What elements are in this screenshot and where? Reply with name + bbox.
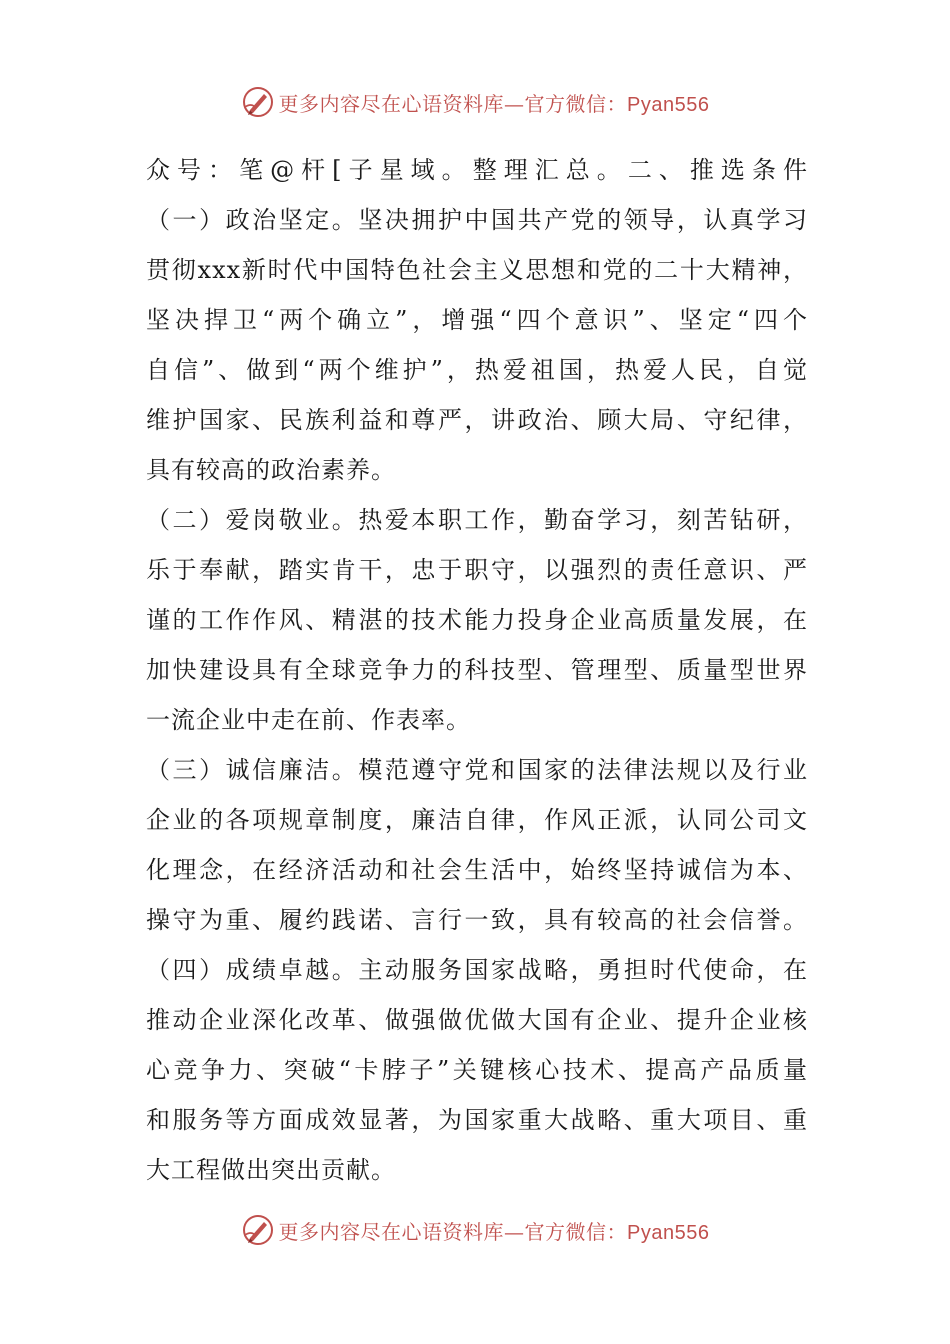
text-line: 一流企业中走在前、作表率。: [146, 706, 471, 734]
pen-logo-icon: [241, 1213, 275, 1247]
text-line: 谨的工作作风、精湛的技术能力投身企业高质量发展，在: [146, 606, 808, 634]
text-line: （四）成绩卓越。主动服务国家战略，勇担时代使命，在: [146, 956, 808, 984]
text-line: 企业的各项规章制度，廉洁自律，作风正派，认同公司文: [146, 806, 808, 834]
text-line: （一）政治坚定。坚决拥护中国共产党的领导，认真学习: [146, 206, 808, 234]
pen-logo-icon: [241, 85, 275, 119]
text-line: （三）诚信廉洁。模范遵守党和国家的法律法规以及行业: [146, 756, 808, 784]
text-line: 操守为重、履约践诺、言行一致，具有较高的社会信誉。: [146, 906, 808, 934]
document-body: [146, 145, 808, 1195]
text-line: 维护国家、民族利益和尊严，讲政治、顾大局、守纪律，: [146, 406, 808, 434]
watermark-text: 更多内容尽在心语资料库—官方微信：Pyan556: [278, 91, 710, 116]
text-line: 贯彻xxx新时代中国特色社会主义思想和党的二十大精神，: [146, 256, 808, 284]
text-line: 坚决捍卫“两个确立”，增强“四个意识”、坚定“四个: [146, 306, 808, 334]
header-watermark: [0, 82, 950, 122]
text-line: 自信”、做到“两个维护”，热爱祖国，热爱人民，自觉: [146, 356, 808, 384]
text-line: 心竞争力、突破“卡脖子”关键核心技术、提高产品质量: [146, 1056, 808, 1084]
text-line: 推动企业深化改革、做强做优做大国有企业、提升企业核: [146, 1006, 808, 1034]
text-line: 众号：笔@杆[子星域。整理汇总。二、推选条件: [146, 156, 808, 184]
footer-watermark: [0, 1210, 950, 1250]
text-line: 乐于奉献，踏实肯干，忠于职守，以强烈的责任意识、严: [146, 556, 808, 584]
text-line: 具有较高的政治素养。: [146, 456, 396, 484]
text-line: （二）爱岗敬业。热爱本职工作，勤奋学习，刻苦钻研，: [146, 506, 808, 534]
text-line: 加快建设具有全球竞争力的科技型、管理型、质量型世界: [146, 656, 808, 684]
wechat-id: Pyan556: [627, 1221, 710, 1244]
watermark-text: 更多内容尽在心语资料库—官方微信：Pyan556: [278, 1219, 710, 1244]
text-line: 和服务等方面成效显著，为国家重大战略、重大项目、重: [146, 1106, 808, 1134]
text-line: 大工程做出突出贡献。: [146, 1156, 396, 1184]
wechat-id: Pyan556: [627, 93, 710, 116]
text-line: 化理念，在经济活动和社会生活中，始终坚持诚信为本、: [146, 856, 808, 884]
